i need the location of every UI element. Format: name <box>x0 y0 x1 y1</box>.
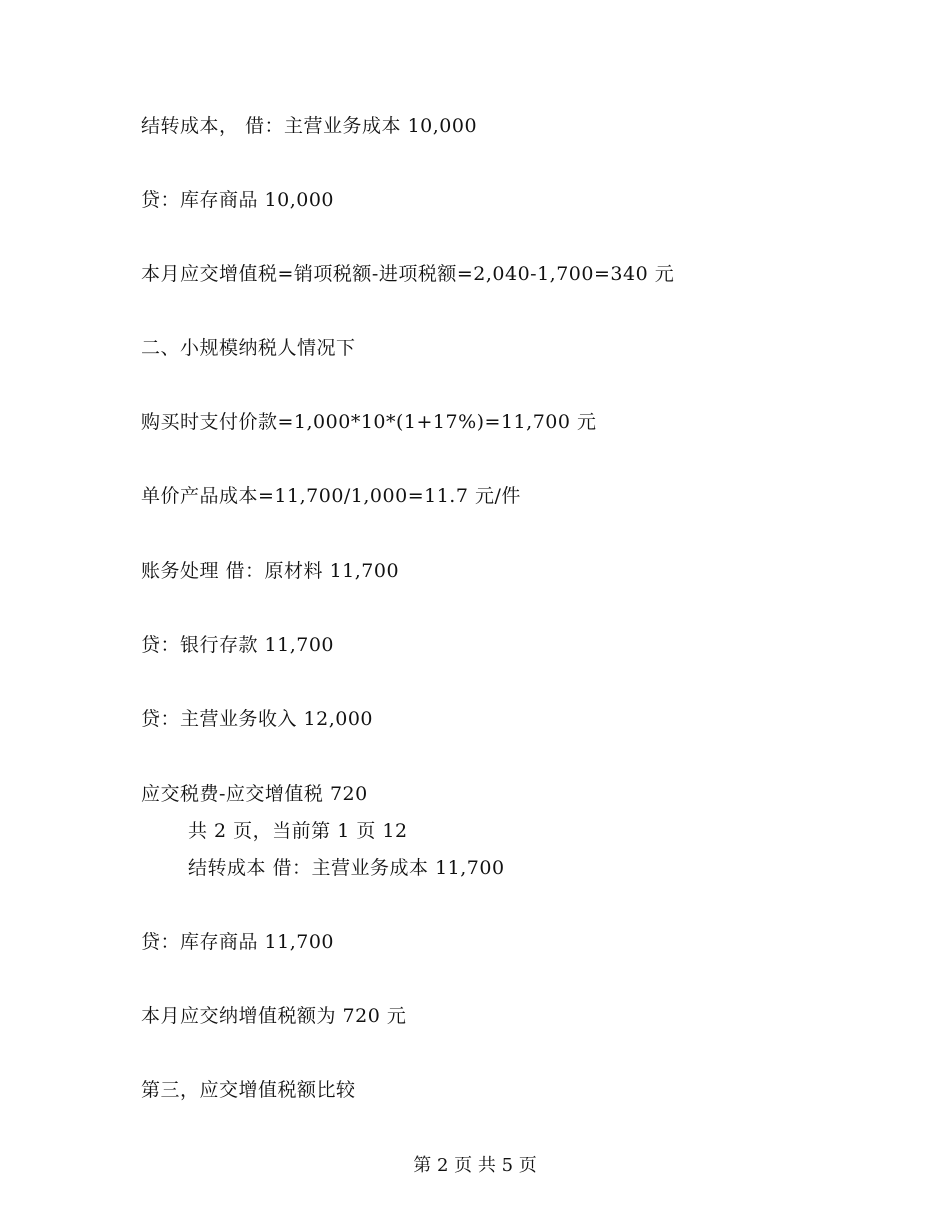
text-line: 贷：库存商品 10,000 <box>141 189 335 211</box>
text-line: 应交税费-应交增值税 720 <box>141 783 368 805</box>
text-line: 贷：主营业务收入 12,000 <box>141 708 374 730</box>
section-heading: 第三，应交增值税额比较 <box>141 1079 356 1101</box>
text-line: 贷：银行存款 11,700 <box>141 634 335 656</box>
page-footer: 第 2 页 共 5 页 <box>413 1155 537 1176</box>
text-line: 结转成本 借：主营业务成本 11,700 <box>188 857 505 879</box>
text-line: 本月应交纳增值税额为 720 元 <box>141 1005 407 1027</box>
text-line: 本月应交增值税=销项税额-进项税额=2,040-1,700=340 元 <box>141 263 675 285</box>
text-line: 账务处理 借：原材料 11,700 <box>141 560 400 582</box>
section-heading: 二、小规模纳税人情况下 <box>141 337 356 359</box>
text-line: 贷：库存商品 11,700 <box>141 931 335 953</box>
page-note: 共 2 页，当前第 1 页 12 <box>188 820 408 842</box>
text-line: 结转成本， 借：主营业务成本 10,000 <box>141 115 478 137</box>
text-line: 单价产品成本=11,700/1,000=11.7 元/件 <box>141 485 521 507</box>
text-line: 购买时支付价款=1,000*10*(1+17%)=11,700 元 <box>141 411 597 433</box>
